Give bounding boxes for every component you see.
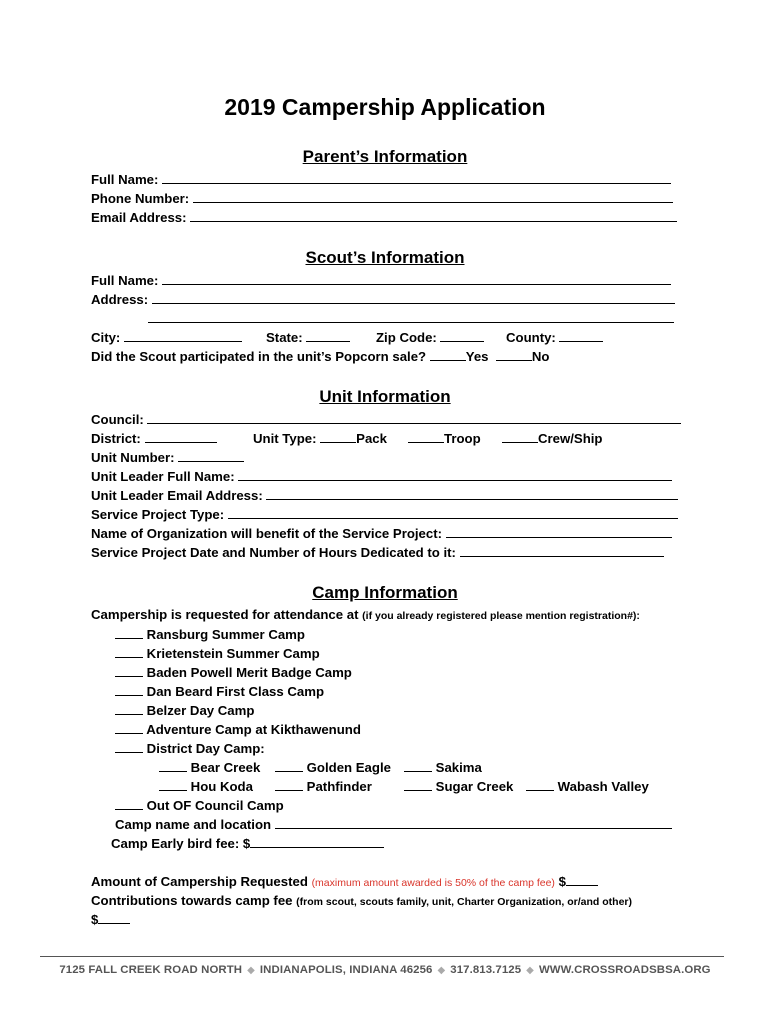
popcorn-line [91,348,549,366]
day-camp-label: Sugar Creek [435,779,514,794]
camp-option-row [115,664,352,682]
scout-state-label: State: [266,330,303,345]
parent-full-name-field[interactable] [162,171,671,184]
scout-county-field[interactable] [559,329,603,342]
camp-option-row [115,721,361,739]
day-camp-checkbox[interactable] [159,778,187,791]
scout-city-line [91,329,242,347]
amount-note: (maximum amount awarded is 50% of the camp fee) [311,877,555,889]
council-field[interactable] [147,411,681,424]
leader-name-label: Unit Leader Full Name: [91,469,235,484]
camp-option-label: Adventure Camp at Kikthawenund [146,722,361,737]
camp-request-label: Campership is requested for attendance at [91,607,359,622]
parent-info-heading: Parent’s Information [302,147,468,166]
leader-email-field[interactable] [266,487,678,500]
day-camp-checkbox[interactable] [275,778,303,791]
scout-address-label: Address: [91,292,149,307]
amount-label: Amount of Campership Requested [91,874,308,889]
project-date-field[interactable] [460,544,664,557]
council-line [91,411,681,429]
camp-option-row [115,740,265,758]
popcorn-yes-label: Yes [465,349,489,364]
camp-option-checkbox[interactable] [115,702,143,715]
diamond-separator-icon: ◆ [247,965,255,976]
parent-email-field[interactable] [190,209,677,222]
footer-divider [40,956,724,957]
day-camp-label: Pathfinder [306,779,372,794]
unit-type-crew-label: Crew/Ship [538,431,603,446]
scout-state-line [266,329,350,347]
council-label: Council: [91,412,144,427]
day-camp-option [404,778,513,796]
camp-option-checkbox[interactable] [115,683,143,696]
parent-email-line [91,209,677,227]
page-title: 2019 Campership Application [224,94,546,120]
popcorn-no-field[interactable] [496,348,532,361]
contrib-amount-line [91,911,130,929]
unit-type-pack-label: Pack [356,431,387,446]
scout-address-field-2[interactable] [148,310,674,323]
scout-address-line-2 [148,310,674,328]
scout-full-name-label: Full Name: [91,273,159,288]
scout-address-field[interactable] [152,291,675,304]
camp-request-note: (if you already registered please mention registration#): [362,610,640,622]
unit-type-crew-line [502,430,602,448]
early-bird-line [111,835,384,853]
day-camp-label: Hou Koda [190,779,253,794]
scout-zip-field[interactable] [440,329,484,342]
unit-type-troop-line [408,430,481,448]
camp-option-label: Krietenstein Summer Camp [146,646,320,661]
district-line [91,430,217,448]
contrib-label: Contributions towards camp fee [91,893,293,908]
parent-full-name-label: Full Name: [91,172,159,187]
out-of-council-label: Out OF Council Camp [146,798,284,813]
amount-line [91,873,598,892]
camp-option-label: Ransburg Summer Camp [146,627,305,642]
diamond-separator-icon: ◆ [526,965,534,976]
project-type-field[interactable] [228,506,678,519]
unit-type-crew-field[interactable] [502,430,538,443]
scout-info-heading: Scout’s Information [305,248,465,267]
camp-option-row [115,626,305,644]
footer-phone: 317.813.7125 [450,964,522,976]
unit-type-label: Unit Type: [253,431,317,446]
footer-city: INDIANAPOLIS, INDIANA 46256 [259,964,433,976]
scout-city-field[interactable] [124,329,242,342]
day-camp-option [404,759,482,777]
district-label: District: [91,431,141,446]
parent-phone-line [91,190,673,208]
day-camp-option [275,778,372,796]
footer-contact [0,964,770,976]
camp-name-location-label: Camp name and location [115,817,272,832]
contrib-dollar: $ [91,912,99,927]
camp-option-checkbox[interactable] [115,740,143,753]
camp-option-label: Belzer Day Camp [146,703,255,718]
footer-website: WWW.CROSSROADSBSA.ORG [538,964,711,976]
popcorn-no-label: No [531,349,550,364]
parent-phone-label: Phone Number: [91,191,190,206]
day-camp-checkbox[interactable] [404,759,432,772]
day-camp-checkbox[interactable] [404,778,432,791]
scout-county-label: County: [506,330,556,345]
org-benefit-line [91,525,672,543]
scout-zip-line [376,329,484,347]
day-camp-checkbox[interactable] [526,778,554,791]
scout-county-line [506,329,603,347]
footer-address: 7125 FALL CREEK ROAD NORTH [59,964,243,976]
camp-option-checkbox[interactable] [115,645,143,658]
scout-state-field[interactable] [306,329,350,342]
camp-option-checkbox[interactable] [115,626,143,639]
camp-option-checkbox[interactable] [115,721,143,734]
scout-city-label: City: [91,330,121,345]
popcorn-yes-field[interactable] [430,348,466,361]
contrib-line [91,892,632,911]
project-date-line [91,544,664,562]
scout-full-name-field[interactable] [162,272,671,285]
parent-phone-field[interactable] [193,190,673,203]
unit-info-heading: Unit Information [319,387,451,406]
camp-option-label: Dan Beard First Class Camp [146,684,325,699]
camp-option-label: District Day Camp: [146,741,265,756]
scout-zip-label: Zip Code: [376,330,437,345]
scout-address-line [91,291,675,309]
diamond-separator-icon: ◆ [437,965,446,976]
camp-name-location-line [115,816,672,834]
district-field[interactable] [145,430,217,443]
day-camp-label: Golden Eagle [306,760,391,775]
contrib-note: (from scout, scouts family, unit, Charter Organization, or/and other) [296,896,633,908]
org-benefit-label: Name of Organization will benefit of the Service Project: [91,526,443,541]
contrib-field[interactable] [98,911,130,924]
parent-email-label: Email Address: [91,210,187,225]
day-camp-label: Wabash Valley [557,779,649,794]
day-camp-checkbox[interactable] [159,759,187,772]
parent-full-name-line [91,171,671,189]
camp-option-row [115,645,320,663]
org-benefit-field[interactable] [446,525,672,538]
day-camp-option [159,759,260,777]
unit-type-pack-field[interactable] [320,430,356,443]
camp-option-checkbox[interactable] [115,664,143,677]
camp-option-row [115,702,254,720]
day-camp-option [275,759,391,777]
leader-email-label: Unit Leader Email Address: [91,488,263,503]
camp-option-row [115,683,324,701]
out-of-council-checkbox[interactable] [115,797,143,810]
unit-number-field[interactable] [178,449,244,462]
popcorn-question: Did the Scout participated in the unit’s Popcorn sale? [91,349,427,364]
camp-request-line [91,606,640,625]
day-camp-checkbox[interactable] [275,759,303,772]
leader-email-line [91,487,678,505]
day-camp-label: Bear Creek [190,760,261,775]
day-camp-option [159,778,253,796]
camp-name-location-field[interactable] [275,816,672,829]
project-type-line [91,506,678,524]
early-bird-label: Camp Early bird fee: $ [111,836,251,851]
unit-type-troop-field[interactable] [408,430,444,443]
camp-option-label: Baden Powell Merit Badge Camp [146,665,352,680]
early-bird-field[interactable] [250,835,384,848]
amount-dollar: $ [558,874,566,889]
leader-name-line [91,468,672,486]
project-date-label: Service Project Date and Number of Hours Dedicated to it: [91,545,456,560]
amount-field[interactable] [566,873,598,886]
leader-name-field[interactable] [238,468,672,481]
unit-number-label: Unit Number: [91,450,175,465]
project-type-label: Service Project Type: [91,507,225,522]
unit-number-line [91,449,244,467]
unit-type-troop-label: Troop [444,431,481,446]
day-camp-label: Sakima [435,760,482,775]
unit-type-line [253,430,387,448]
day-camp-option [526,778,649,796]
out-of-council-row [115,797,284,815]
camp-info-heading: Camp Information [312,583,458,602]
scout-full-name-line [91,272,671,290]
